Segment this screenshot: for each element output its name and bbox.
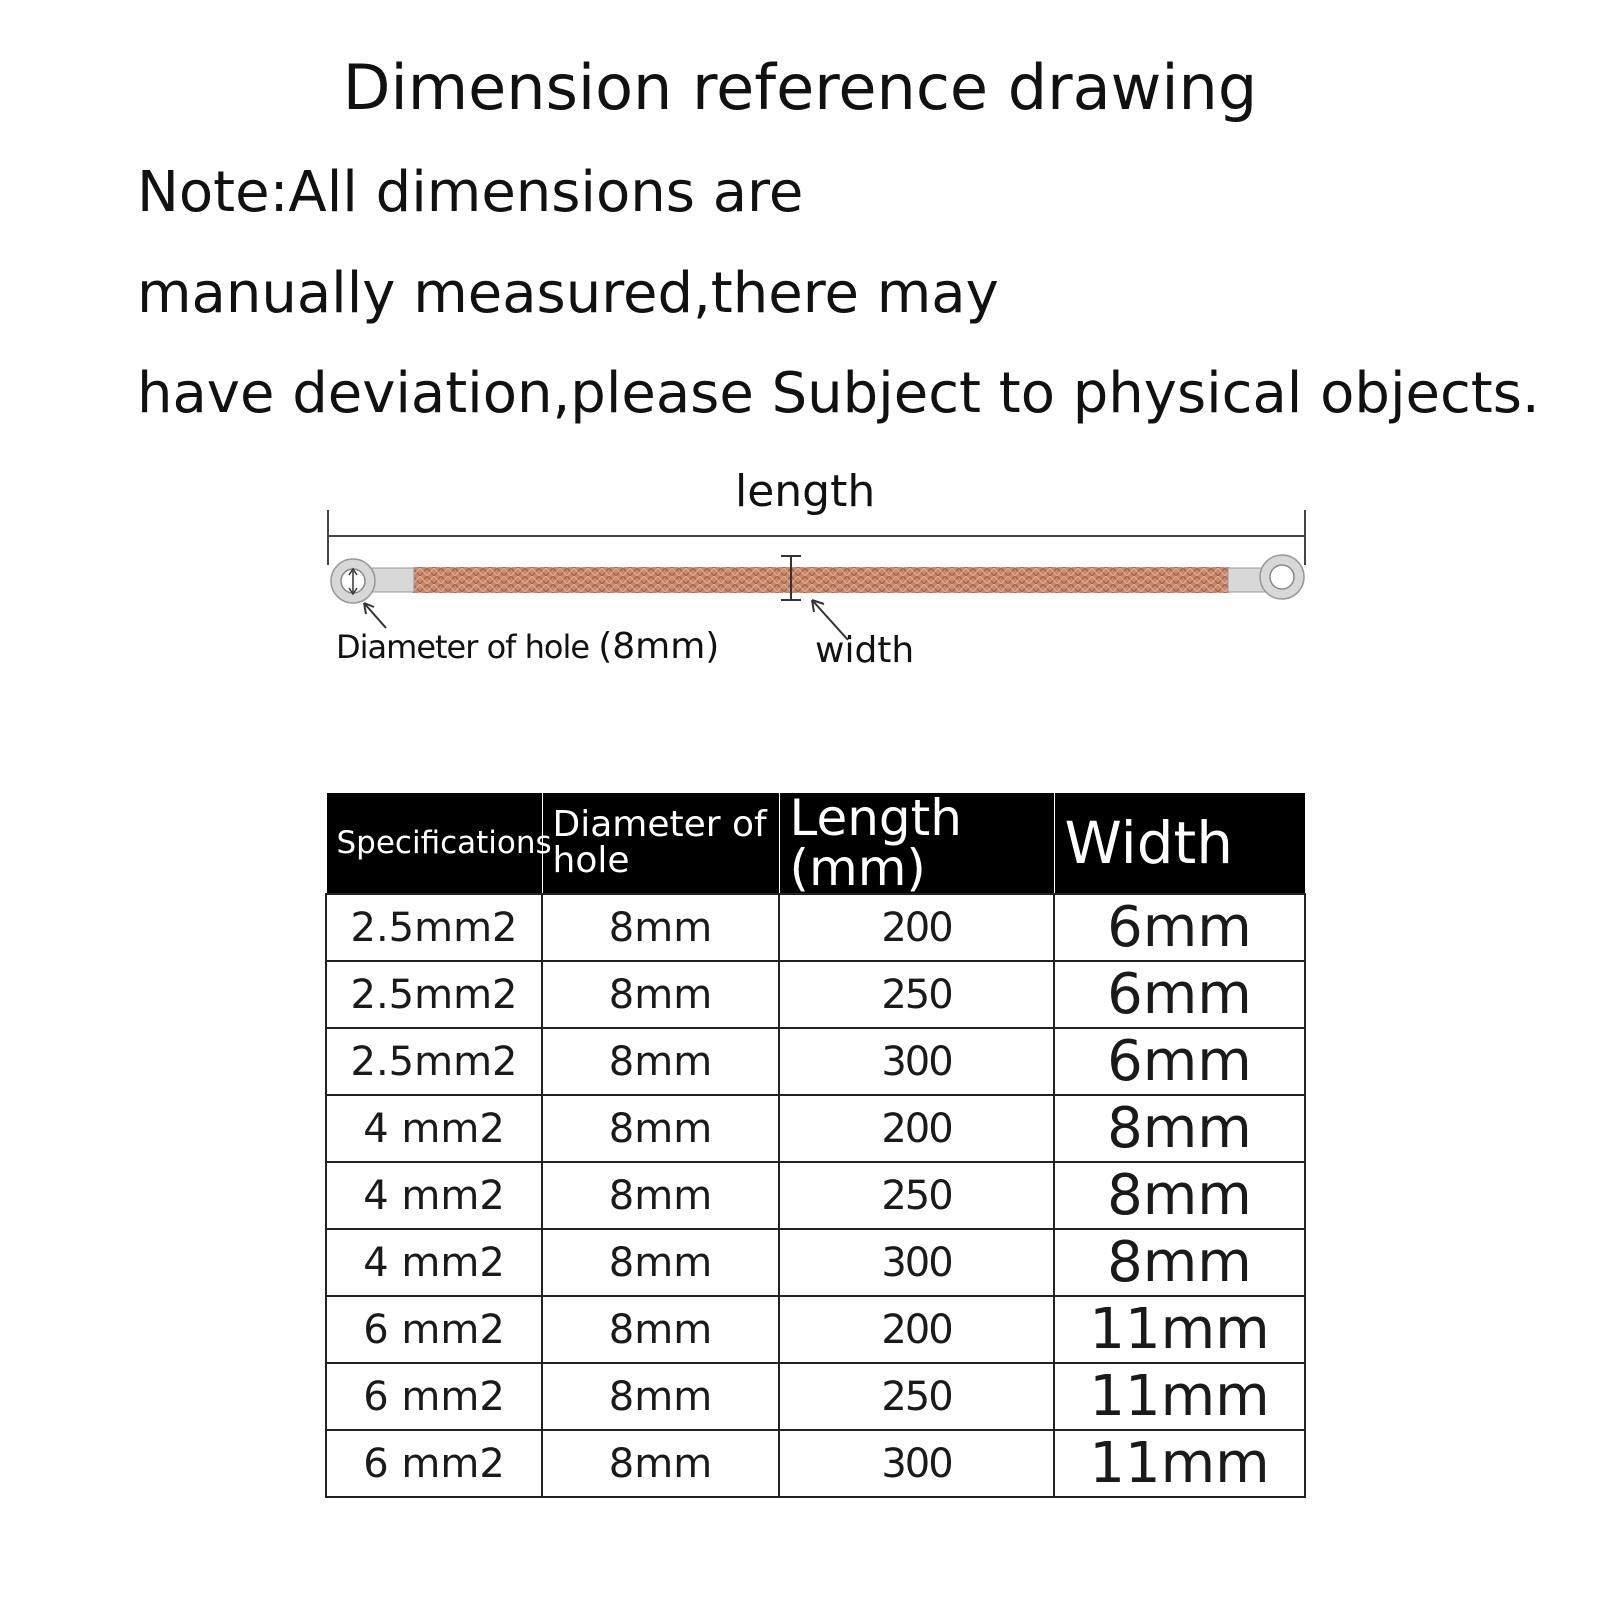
cell-length: 250: [779, 1162, 1054, 1229]
cell-length: 200: [779, 1095, 1054, 1162]
cell-width: 6mm: [1054, 961, 1305, 1028]
copper-braid: [410, 567, 1232, 593]
hole-diameter-label: [336, 626, 719, 667]
cell-width: 6mm: [1054, 894, 1305, 961]
cell-hole: 8mm: [542, 1095, 779, 1162]
hole-pointer-arrow: [364, 603, 386, 628]
cell-spec: 4 mm2: [326, 1229, 542, 1296]
cell-spec: 6 mm2: [326, 1430, 542, 1497]
cell-length: 300: [779, 1430, 1054, 1497]
table-row: [326, 961, 1305, 1028]
spec-table: [325, 789, 1306, 1498]
page-title: Dimension reference drawing: [342, 51, 1258, 124]
header-width: Width: [1054, 793, 1305, 895]
cell-spec: 4 mm2: [326, 1162, 542, 1229]
cell-hole: 8mm: [542, 1229, 779, 1296]
cell-width: 11mm: [1054, 1296, 1305, 1363]
cell-spec: 6 mm2: [326, 1296, 542, 1363]
cell-length: 200: [779, 1296, 1054, 1363]
table-row: [326, 894, 1305, 961]
right-ring-terminal: [1228, 555, 1304, 599]
cell-width: 8mm: [1054, 1229, 1305, 1296]
table-row: [326, 1430, 1305, 1497]
length-label: length: [735, 466, 876, 517]
cell-length: 200: [779, 894, 1054, 961]
cell-length: 250: [779, 1363, 1054, 1430]
cell-hole: 8mm: [542, 1430, 779, 1497]
header-specifications: Specifications: [326, 793, 542, 895]
table-row: [326, 1162, 1305, 1229]
left-ring-terminal: [331, 559, 414, 603]
note-line-1: Note:All dimensions are: [137, 160, 804, 225]
table-row: [326, 1028, 1305, 1095]
header-hole-diameter: Diameter of hole: [542, 793, 779, 895]
cell-hole: 8mm: [542, 894, 779, 961]
table-row: [326, 1363, 1305, 1430]
cell-spec: 2.5mm2: [326, 961, 542, 1028]
header-length: Length (mm): [779, 793, 1054, 895]
cell-length: 250: [779, 961, 1054, 1028]
cell-hole: 8mm: [542, 1162, 779, 1229]
hole-diameter-value: (8mm): [598, 626, 720, 667]
cell-spec: 2.5mm2: [326, 894, 542, 961]
cell-width: 8mm: [1054, 1095, 1305, 1162]
note-line-2: manually measured,there may: [137, 261, 999, 326]
cell-width: 11mm: [1054, 1430, 1305, 1497]
cell-spec: 4 mm2: [326, 1095, 542, 1162]
cell-hole: 8mm: [542, 961, 779, 1028]
cell-length: 300: [779, 1229, 1054, 1296]
cell-width: 11mm: [1054, 1363, 1305, 1430]
table-row: [326, 1095, 1305, 1162]
hole-diameter-text: Diameter of hole: [336, 628, 590, 666]
cell-length: 300: [779, 1028, 1054, 1095]
cell-hole: 8mm: [542, 1296, 779, 1363]
cell-width: 8mm: [1054, 1162, 1305, 1229]
table-header-row: [326, 793, 1305, 895]
table-row: [326, 1296, 1305, 1363]
cell-spec: 2.5mm2: [326, 1028, 542, 1095]
table-row: [326, 1229, 1305, 1296]
cell-width: 6mm: [1054, 1028, 1305, 1095]
cell-hole: 8mm: [542, 1028, 779, 1095]
note-line-3: have deviation,please Subject to physical objects.: [137, 361, 1540, 426]
cell-hole: 8mm: [542, 1363, 779, 1430]
cell-spec: 6 mm2: [326, 1363, 542, 1430]
cable-drawing: [0, 0, 1600, 700]
width-label: width: [815, 630, 915, 671]
